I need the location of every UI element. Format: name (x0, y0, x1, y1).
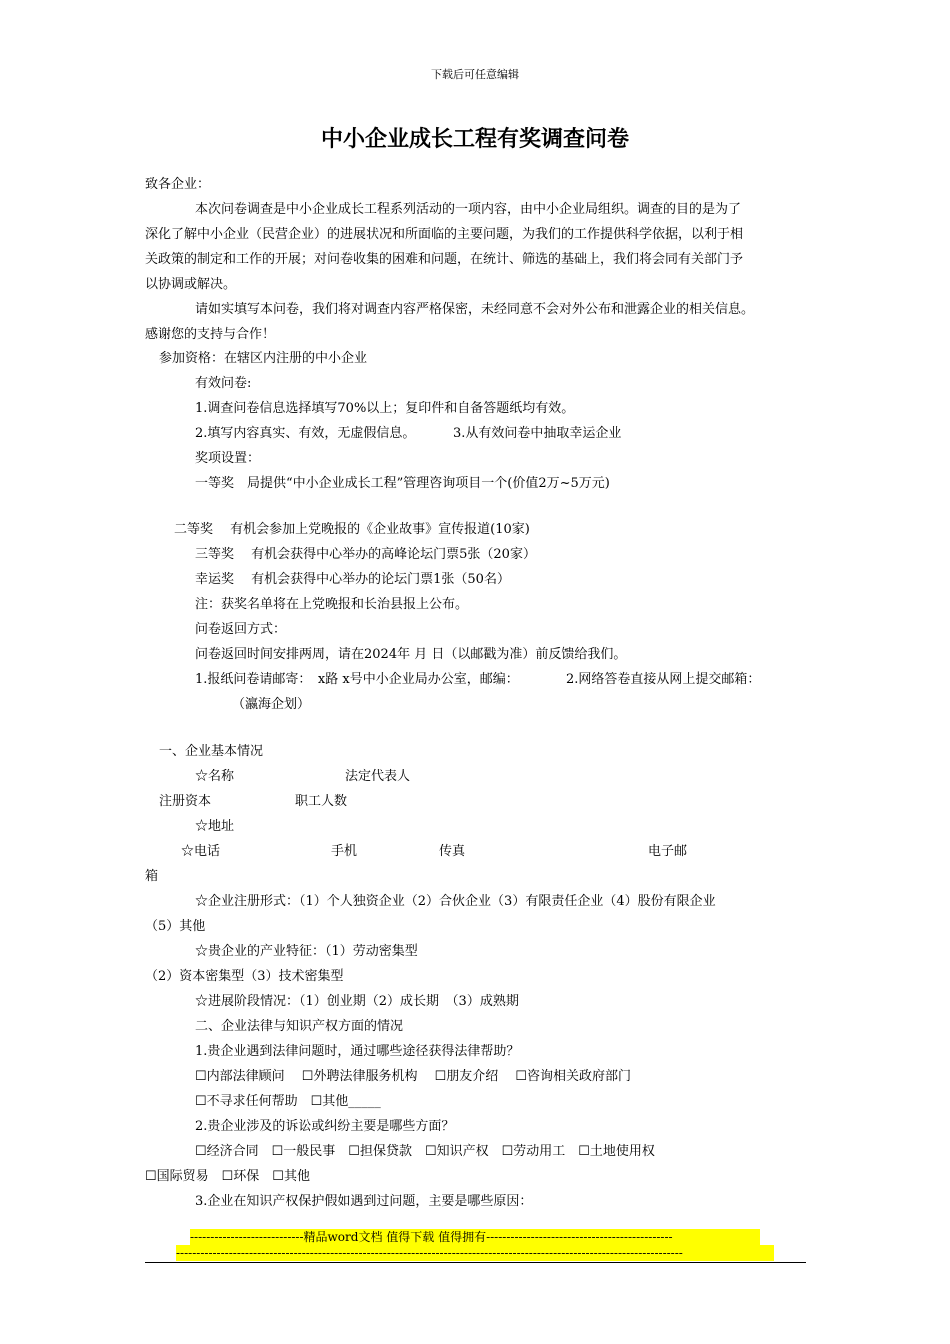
section2-title: 二、企业法律与知识产权方面的情况 (195, 1019, 404, 1034)
question-2-options[interactable]: ☐经济合同 ☐一般民事 ☐担保贷款 ☐知识产权 ☐劳动用工 ☐土地使用权 (195, 1144, 655, 1159)
question-1-options[interactable]: ☐不寻求任何帮助 ☐其他_____ (195, 1094, 381, 1109)
prize-note: 注：获奖名单将在上党晚报和长治县报上公布。 (195, 597, 469, 612)
return-online: 2.网络答卷直接从网上提交邮箱： (566, 672, 761, 687)
field-capital: 注册资本 (159, 794, 212, 809)
footer-banner: ----------------------------精品word文档 值得下载 值得拥有---------------------------------------------- (190, 1229, 760, 1245)
prize-item: 二等奖 有机会参加上党晚报的《企业故事》宣传报道(10家) (174, 522, 530, 537)
footer-dashes: ----------------------------------------------------------------------------------------------------------------------------- (176, 1245, 774, 1261)
prize-title: 奖项设置： (195, 451, 261, 466)
stage: ☆进展阶段情况：（1）创业期（2）成长期 （3）成熟期 (195, 994, 519, 1009)
return-mail: 1.报纸问卷请邮寄： x路 x号中小企业局办公室，邮编： (195, 672, 519, 687)
intro-line: 本次问卷调查是中小企业成长工程系列活动的一项内容，由中小企业局组织。调查的目的是为了 (195, 202, 742, 217)
valid-rule: 2.填写内容真实、有效，无虚假信息。 (195, 426, 416, 441)
intro-line: 深化了解中小企业（民营企业）的进展状况和所面临的主要问题，为我们的工作提供科学依据，以利于相 (145, 227, 744, 242)
return-title: 问卷返回方式： (195, 622, 287, 637)
field-phone: ☆电话 (181, 844, 221, 859)
page-header: 下载后可任意编辑 (431, 68, 519, 81)
intro-line: 请如实填写本问卷，我们将对调查内容严格保密，未经同意不会对外公布和泄露企业的相关信息。 (195, 302, 755, 317)
field-email-cont: 箱 (145, 869, 159, 884)
intro-line: 以协调或解决。 (145, 277, 237, 292)
question-1-options[interactable]: ☐内部法律顾问 ☐外聘法律服务机构 ☐朋友介绍 ☐咨询相关政府部门 (195, 1069, 632, 1084)
intro-line: 感谢您的支持与合作！ (145, 327, 276, 342)
return-time: 问卷返回时间安排两周，请在2024年 月 日（以邮戳为准）前反馈给我们。 (195, 647, 627, 662)
planner-note: （瀛海企划） (232, 697, 311, 712)
industry-cont: （2）资本密集型（3）技术密集型 (145, 969, 344, 984)
field-name: ☆名称 (195, 769, 235, 784)
valid-rule: 3.从有效问卷中抽取幸运企业 (453, 426, 622, 441)
reg-form: ☆企业注册形式：（1）个人独资企业（2）合伙企业（3）有限责任企业（4）股份有限企业 (195, 894, 716, 909)
industry: ☆贵企业的产业特征：（1）劳动密集型 (195, 944, 418, 959)
valid-title: 有效问卷: (195, 376, 252, 391)
question-1: 1.贵企业遇到法律问题时，通过哪些途径获得法律帮助？ (195, 1044, 520, 1059)
page-title: 中小企业成长工程有奖调查问卷 (320, 126, 629, 152)
field-mobile: 手机 (331, 844, 358, 859)
field-address: ☆地址 (195, 819, 235, 834)
question-2: 2.贵企业涉及的诉讼或纠纷主要是哪些方面？ (195, 1119, 455, 1134)
question-2-options[interactable]: ☐国际贸易 ☐环保 ☐其他 (145, 1169, 310, 1184)
prize-item: 一等奖 局提供“中小企业成长工程”管理咨询项目一个(价值2万~5万元) (195, 476, 610, 491)
intro-line: 关政策的制定和工作的开展；对问卷收集的困难和问题，在统计、筛选的基础上，我们将会同有关部门予 (145, 252, 744, 267)
field-legal-rep: 法定代表人 (345, 769, 411, 784)
prize-item: 三等奖 有机会获得中心举办的高峰论坛门票5张（20家） (195, 547, 536, 562)
footer-rule (145, 1262, 806, 1263)
greeting: 致各企业： (145, 177, 211, 192)
question-3: 3.企业在知识产权保护假如遇到过问题，主要是哪些原因： (195, 1194, 533, 1209)
field-email: 电子邮 (648, 844, 688, 859)
section1-title: 一、企业基本情况 (159, 744, 264, 759)
prize-item: 幸运奖 有机会获得中心举办的论坛门票1张（50名） (195, 572, 510, 587)
field-employees: 职工人数 (295, 794, 348, 809)
eligibility: 参加资格：在辖区内注册的中小企业 (159, 351, 368, 366)
field-fax: 传真 (439, 844, 466, 859)
valid-rule: 1.调查问卷信息选择填写70%以上；复印件和自备答题纸均有效。 (195, 401, 575, 416)
reg-form-cont: （5）其他 (145, 919, 206, 934)
